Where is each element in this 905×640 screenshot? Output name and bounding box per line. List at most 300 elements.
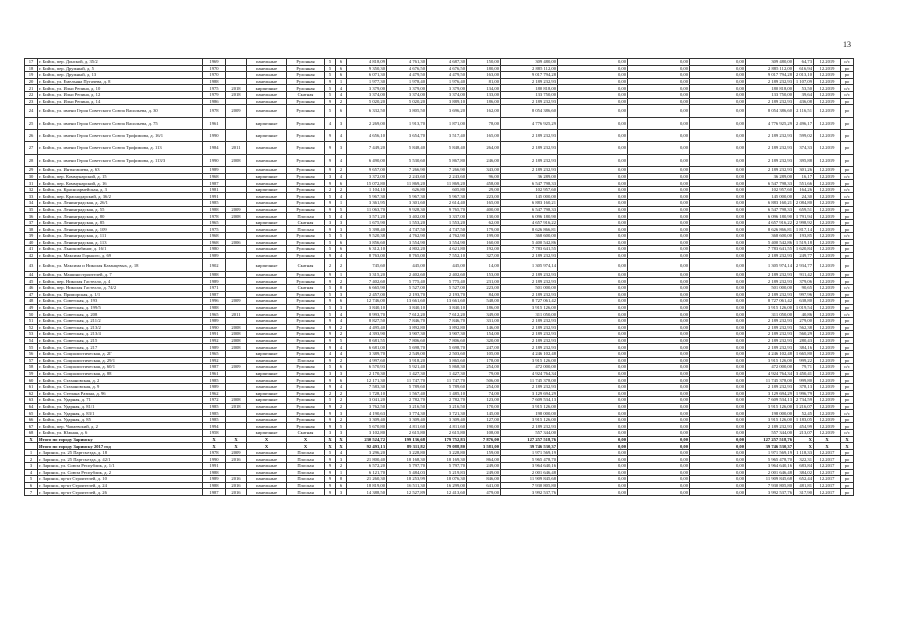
cell-wall: кирпичные	[247, 259, 287, 271]
cell-n: 56	[25, 350, 38, 357]
cell-f2: 0,00	[628, 98, 690, 105]
table-row	[25, 390, 854, 397]
cell-wall: панельные	[247, 357, 287, 364]
cell-f1: 0,00	[558, 180, 628, 187]
cell-a3: 1 871,00	[427, 117, 467, 129]
cell-a2: 5 698,70	[387, 344, 427, 351]
cell-a1: 230 524,72	[347, 436, 387, 443]
cell-a2: 5 530,60	[387, 154, 427, 166]
cell-wall: панельные	[247, 482, 287, 489]
cell-addr: г. Бийск, ул. имени Героя Советского Союза Васильева, д. 30	[38, 105, 203, 117]
cell-addr: г. Заринск, пр-кт Строителей, д. 26	[38, 489, 203, 496]
cell-m: ро	[841, 278, 854, 285]
cell-a2: 3 379,00	[387, 85, 427, 92]
cell-addr: г. Бийск, ул. Ильи Репина, д. 12	[38, 91, 203, 98]
cell-a1: 5 967,30	[347, 193, 387, 200]
cell-fl: 5	[325, 193, 336, 200]
cell-fl: 9	[325, 324, 336, 331]
cell-date: 12.2019	[814, 59, 841, 66]
cell-a2: 5 020,20	[387, 98, 427, 105]
cell-roof: Рулонная	[287, 423, 325, 430]
cell-a2: 5 967,30	[387, 193, 427, 200]
cell-a4: 506,00	[467, 377, 501, 384]
cell-addr: г. Бийск, ул. Южная, д. 6	[38, 430, 203, 437]
cell-a2: 5 789,60	[387, 383, 427, 390]
cell-y1: Х	[203, 436, 226, 443]
cell-tot: 3 915 126,00	[746, 416, 794, 423]
cell-f3: 0,00	[690, 117, 746, 129]
cell-m: ро	[841, 206, 854, 213]
cell-f1: 0,00	[558, 463, 628, 470]
cell-y2: 2009	[226, 298, 247, 305]
cell-n: 38	[25, 226, 38, 233]
cell-a3: 2 193,70	[427, 291, 467, 298]
cell-m: ро	[841, 403, 854, 410]
cell-fl: 5	[325, 105, 336, 117]
cell-wall: панельные	[247, 65, 287, 72]
cell-n: 46	[25, 285, 38, 292]
cell-f2: 0,00	[628, 476, 690, 483]
cell-tot: 2 189 232,93	[746, 129, 794, 141]
cell-n: 47	[25, 291, 38, 298]
cell-addr: г. Заринск, пр-кт Строителей, д. 10	[38, 476, 203, 483]
cell-f3: 0,00	[690, 489, 746, 496]
cell-roof: Рулонная	[287, 397, 325, 404]
cell-date: 12.2019	[814, 193, 841, 200]
cell-addr: г. Бийск, ул. Степана Разина, д. 96	[38, 390, 203, 397]
cell-tot: 2 001 646,48	[746, 469, 794, 476]
cell-ent: 2	[336, 357, 347, 364]
cell-f2: 0,00	[628, 397, 690, 404]
table-row	[25, 377, 854, 384]
cell-date: 12.2017	[814, 463, 841, 470]
cell-unit: Х	[794, 436, 814, 443]
cell-date: 12.2019	[814, 337, 841, 344]
cell-f1: 0,00	[558, 246, 628, 253]
cell-f2: 0,00	[628, 317, 690, 324]
cell-n: 57	[25, 357, 38, 364]
cell-roof: Рулонная	[287, 298, 325, 305]
cell-roof: Рулонная	[287, 59, 325, 66]
cell-date: 12.2019	[814, 291, 841, 298]
cell-y1: 1972	[203, 397, 226, 404]
cell-cost: 2 189 232,93	[501, 129, 558, 141]
cell-cost: 180 818,00	[501, 85, 558, 92]
cell-y1: 1965	[203, 350, 226, 357]
cell-f2: 0,00	[628, 304, 690, 311]
cell-n: 17	[25, 59, 38, 66]
cell-ent: 2	[336, 416, 347, 423]
cell-wall: панельные	[247, 213, 287, 220]
cell-tot: 7 930 805,80	[746, 482, 794, 489]
cell-a1: 3 372,00	[347, 173, 387, 180]
table-row	[25, 180, 854, 187]
cell-f1: 0,00	[558, 291, 628, 298]
cell-ent: 4	[336, 129, 347, 141]
cell-cost: 4 924 764,34	[501, 370, 558, 377]
cell-f2: 0,00	[628, 167, 690, 174]
cell-roof: Рулонная	[287, 304, 325, 311]
cell-f3: 0,00	[690, 377, 746, 384]
cell-date: 12.2019	[814, 350, 841, 357]
cell-ent: 6	[336, 364, 347, 371]
cell-a3: 4 747,50	[427, 226, 467, 233]
cell-roof: Скатная	[287, 219, 325, 226]
cell-fl: 5	[325, 233, 336, 240]
cell-unit: 616,94	[794, 65, 814, 72]
cell-wall: панельные	[247, 206, 287, 213]
cell-addr: г. Бийск, ул. Ударная, д. 71	[38, 397, 203, 404]
cell-fl: 9	[325, 482, 336, 489]
cell-wall: панельные	[247, 91, 287, 98]
cell-y1: 1987	[203, 180, 226, 187]
cell-date: 12.2017	[814, 469, 841, 476]
cell-y2: 2018	[226, 85, 247, 92]
cell-unit: 551,66	[794, 180, 814, 187]
cell-fl: 9	[325, 456, 336, 463]
cell-addr: г. Бийск, ул. Советская, д. 217	[38, 344, 203, 351]
cell-wall: панельные	[247, 271, 287, 278]
cell-date: 12.2019	[814, 364, 841, 371]
cell-a3: 3 865,60	[427, 357, 467, 364]
cell-cost: 127 257 518,76	[501, 436, 558, 443]
cell-a1: 3 361,95	[347, 200, 387, 207]
cell-tot: 311 050,00	[746, 311, 794, 318]
cell-y1: 1968	[203, 173, 226, 180]
document-table-container	[24, 58, 853, 496]
cell-f1: 0,00	[558, 285, 628, 292]
cell-roof: Рулонная	[287, 233, 325, 240]
cell-y1: 1988	[203, 482, 226, 489]
cell-ent: 2	[336, 397, 347, 404]
cell-tot: 198 000,00	[746, 410, 794, 417]
cell-y1: 1988	[203, 271, 226, 278]
cell-f2: 0,00	[628, 430, 690, 437]
cell-addr: г. Бийск, ул. Социалистическая, д. 60/1	[38, 364, 203, 371]
cell-m: ро	[841, 383, 854, 390]
cell-fl: 5	[325, 449, 336, 456]
cell-tot: 127 257 518,76	[746, 436, 794, 443]
cell-tot: 2 189 232,93	[746, 78, 794, 85]
cell-a2: 3 554,90	[387, 239, 427, 246]
cell-wall: кирпичные	[247, 85, 287, 92]
cell-roof: Рулонная	[287, 180, 325, 187]
cell-f2: 0,00	[628, 91, 690, 98]
cell-n: 55	[25, 344, 38, 351]
cell-addr: г. Заринск, пр-кт Строителей, д. 24	[38, 482, 203, 489]
cell-f3: 0,00	[690, 449, 746, 456]
table-row	[25, 304, 854, 311]
table-row	[25, 239, 854, 246]
cell-f2: 0,00	[628, 383, 690, 390]
cell-roof: Рулонная	[287, 337, 325, 344]
cell-a3: 4 621,80	[427, 246, 467, 253]
cell-f1: 0,00	[558, 416, 628, 423]
cell-n: 40	[25, 239, 38, 246]
cell-unit: 193,85	[794, 233, 814, 240]
cell-a4: 249,00	[467, 463, 501, 470]
cell-a1: 4 393,90	[347, 331, 387, 338]
cell-wall: панельные	[247, 298, 287, 305]
cell-a2: 3 774,30	[387, 410, 427, 417]
cell-a3: 5 797,70	[427, 463, 467, 470]
cell-wall: кирпичные	[247, 397, 287, 404]
cell-ent: 5	[336, 423, 347, 430]
cell-wall: панельные	[247, 311, 287, 318]
cell-a3: 3 696,20	[427, 105, 467, 117]
cell-ent: 4	[336, 311, 347, 318]
table-row	[25, 469, 854, 476]
cell-f1: 0,00	[558, 377, 628, 384]
cell-tot: 11 745 378,00	[746, 377, 794, 384]
cell-roof: Рулонная	[287, 410, 325, 417]
cell-a4: 178,00	[467, 357, 501, 364]
cell-f1: 0,00	[558, 383, 628, 390]
cell-y2: 2009	[226, 206, 247, 213]
cell-m: ро	[841, 416, 854, 423]
cell-y1: 1970	[203, 65, 226, 72]
cell-roof: Плоская	[287, 476, 325, 483]
cell-roof: Рулонная	[287, 370, 325, 377]
cell-unit: 1 665,80	[794, 350, 814, 357]
cell-a3: 5 219,83	[427, 469, 467, 476]
table-row	[25, 72, 854, 79]
cell-a2: 1 978,40	[387, 78, 427, 85]
cell-f1: 0,00	[558, 252, 628, 259]
cell-n: 49	[25, 304, 38, 311]
cell-addr: г. Бийск, пер. Донской, д. 35/2	[38, 59, 203, 66]
cell-a3: 1 976,40	[427, 78, 467, 85]
cell-a2: 3 301,60	[387, 200, 427, 207]
cell-f1: 0,00	[558, 344, 628, 351]
cell-roof: Рулонная	[287, 98, 325, 105]
cell-f3: 0,00	[690, 246, 746, 253]
cell-f1: 0,00	[558, 239, 628, 246]
cell-a3: 4 762,90	[427, 233, 467, 240]
cell-f1: 0,00	[558, 443, 628, 450]
cell-f2: 0,00	[628, 239, 690, 246]
cell-unit: 1 519,18	[794, 239, 814, 246]
cell-ent: 2	[336, 278, 347, 285]
cell-cost: 3 992 537,76	[501, 489, 558, 496]
cell-wall: кирпичные	[247, 430, 287, 437]
cell-tot: 6 547 798,33	[746, 206, 794, 213]
cell-y2: 2009	[226, 105, 247, 117]
cell-addr: г. Бийск, пер. Николая Гастелло, д. 4	[38, 278, 203, 285]
cell-fl: 2	[325, 390, 336, 397]
cell-roof: Рулонная	[287, 364, 325, 371]
cell-tot: 11 909 845,68	[746, 476, 794, 483]
cell-f2: 0,00	[628, 219, 690, 226]
table-row	[25, 285, 854, 292]
cell-a1: 8 993,70	[347, 311, 387, 318]
cell-fl: 5	[325, 213, 336, 220]
cell-wall: панельные	[247, 98, 287, 105]
cell-wall: панельные	[247, 449, 287, 456]
cell-f1: 0,00	[558, 469, 628, 476]
cell-addr: г. Бийск, ул. Советская, д. 211/2	[38, 317, 203, 324]
cell-fl: 5	[325, 85, 336, 92]
table-row	[25, 219, 854, 226]
cell-ent: 1	[336, 469, 347, 476]
cell-a3: 3 517,40	[427, 129, 467, 141]
cell-m: ро	[841, 219, 854, 226]
cell-f3: 0,00	[690, 443, 746, 450]
cell-addr: г. Бийск, ул. Машиностроителей, д. 7	[38, 271, 203, 278]
cell-a3: 4 811,60	[427, 423, 467, 430]
cell-fl: 9	[325, 403, 336, 410]
cell-a4: 641,00	[467, 482, 501, 489]
cell-f3: 0,00	[690, 72, 746, 79]
cell-unit: 999,22	[794, 357, 814, 364]
cell-y2: Х	[226, 436, 247, 443]
cell-unit: 999,80	[794, 377, 814, 384]
cell-y2: 2011	[226, 142, 247, 154]
cell-cost: 2 189 232,93	[501, 317, 558, 324]
cell-n: 35	[25, 206, 38, 213]
cell-roof: Рулонная	[287, 65, 325, 72]
cell-addr: г. Бийск, пер. Дружный, д. 5	[38, 65, 203, 72]
cell-y1: 1988	[203, 469, 226, 476]
cell-n: 68	[25, 430, 38, 437]
cell-a2: 2 549,00	[387, 350, 427, 357]
cell-wall: панельные	[247, 59, 287, 66]
cell-cost: 2 189 232,93	[501, 324, 558, 331]
cell-a1: 4 190,63	[347, 410, 387, 417]
cell-roof: Рулонная	[287, 72, 325, 79]
cell-fl: 5	[325, 59, 336, 66]
cell-date: 12.2019	[814, 246, 841, 253]
cell-date: 12.2019	[814, 117, 841, 129]
cell-a4: 14,00	[467, 259, 501, 271]
cell-a4: 180,00	[467, 65, 501, 72]
cell-a1: 6 665,90	[347, 285, 387, 292]
cell-tot: 557 344,00	[746, 430, 794, 437]
cell-f1: 0,00	[558, 357, 628, 364]
cell-ent: Х	[336, 436, 347, 443]
cell-a2: 16 511,30	[387, 482, 427, 489]
cell-y1: 1968	[203, 239, 226, 246]
cell-ent: 2	[336, 167, 347, 174]
cell-a3: 605,80	[427, 186, 467, 193]
cell-cost: 7 609 534,13	[501, 397, 558, 404]
cell-wall: панельные	[247, 142, 287, 154]
cell-m: ро	[841, 377, 854, 384]
cell-a4: 179,00	[467, 226, 501, 233]
cell-y2	[226, 463, 247, 470]
cell-fl: 5	[325, 91, 336, 98]
table-row	[25, 350, 854, 357]
cell-a4: 249,00	[467, 469, 501, 476]
cell-y2	[226, 377, 247, 384]
cell-m: о/с	[841, 173, 854, 180]
cell-f3: 0,00	[690, 65, 746, 72]
cell-roof: Рулонная	[287, 317, 325, 324]
cell-fl: 3	[325, 219, 336, 226]
cell-a1: 3 379,00	[347, 85, 387, 92]
cell-addr: г. Бийск, ул. Ленинградская, д. 26/1	[38, 200, 203, 207]
cell-f3: 0,00	[690, 219, 746, 226]
cell-y2	[226, 304, 247, 311]
cell-a3: 3 889,10	[427, 98, 467, 105]
page-number: 13	[843, 40, 851, 49]
cell-y2	[226, 410, 247, 417]
cell-a1: 1 728,10	[347, 390, 387, 397]
cell-roof: Рулонная	[287, 78, 325, 85]
cell-wall: Х	[247, 436, 287, 443]
cell-tot: 2 189 232,93	[746, 344, 794, 351]
cell-addr: г. Бийск, ул. Интыгашева, д. 63	[38, 167, 203, 174]
table-row	[25, 213, 854, 220]
cell-ent: 3	[336, 291, 347, 298]
cell-f2: 0,00	[628, 226, 690, 233]
cell-wall: панельные	[247, 489, 287, 496]
cell-fl: 4	[325, 117, 336, 129]
cell-f1: 0,00	[558, 85, 628, 92]
cell-f2: 0,00	[628, 311, 690, 318]
cell-wall: панельные	[247, 200, 287, 207]
cell-a2: 5 484,03	[387, 469, 427, 476]
cell-f2: 0,00	[628, 390, 690, 397]
cell-roof: Х	[287, 436, 325, 443]
cell-cost: 9 017 794,28	[501, 72, 558, 79]
cell-a1: 6 681,00	[347, 344, 387, 351]
cell-f3: 0,00	[690, 180, 746, 187]
cell-f2: 0,00	[628, 105, 690, 117]
cell-a4: 130,00	[467, 213, 501, 220]
cell-ent: 8	[336, 285, 347, 292]
cell-f1: 0,00	[558, 154, 628, 166]
cell-a3: 3 892,80	[427, 324, 467, 331]
cell-ent: 1	[336, 78, 347, 85]
cell-unit: 249,77	[794, 252, 814, 259]
cell-a4: 254,00	[467, 364, 501, 371]
cell-a2: 12 527,89	[387, 489, 427, 496]
cell-date: 12.2019	[814, 65, 841, 72]
cell-f3: 0,00	[690, 430, 746, 437]
cell-a2: 11 869,20	[387, 180, 427, 187]
cell-tot: 6 096 180,90	[746, 213, 794, 220]
cell-cost: 557 344,00	[501, 430, 558, 437]
cell-m: ро	[841, 78, 854, 85]
cell-f1: 0,00	[558, 206, 628, 213]
cell-fl: 9	[325, 167, 336, 174]
cell-cost: 3 915 126,00	[501, 357, 558, 364]
cell-m: о/с	[841, 311, 854, 318]
cell-f1: 0,00	[558, 193, 628, 200]
cell-tot: 8 054 386,60	[746, 105, 794, 117]
table-row	[25, 476, 854, 483]
cell-cost: 472 000,00	[501, 364, 558, 371]
cell-f2: 0,00	[628, 436, 690, 443]
cell-addr: г. Бийск, ул. Максима Горького, д. 69	[38, 252, 203, 259]
cell-y2: 2008	[226, 397, 247, 404]
cell-f2: 0,00	[628, 456, 690, 463]
cell-a1: 3 309,40	[347, 416, 387, 423]
cell-fl: 9	[325, 383, 336, 390]
table-row	[25, 226, 854, 233]
cell-y1: 1985	[203, 416, 226, 423]
cell-addr: г. Бийск, ул. Максима и Николая Казанцевых, д. 18	[38, 259, 203, 271]
cell-tot: 4 776 925,29	[746, 117, 794, 129]
cell-n: 61	[25, 383, 38, 390]
cell-cost: 5 965 478,70	[501, 456, 558, 463]
cell-date: Х	[814, 443, 841, 450]
cell-n: 31	[25, 180, 38, 187]
cell-wall: панельные	[247, 285, 287, 292]
cell-wall: панельные	[247, 278, 287, 285]
cell-fl: 9	[325, 357, 336, 364]
